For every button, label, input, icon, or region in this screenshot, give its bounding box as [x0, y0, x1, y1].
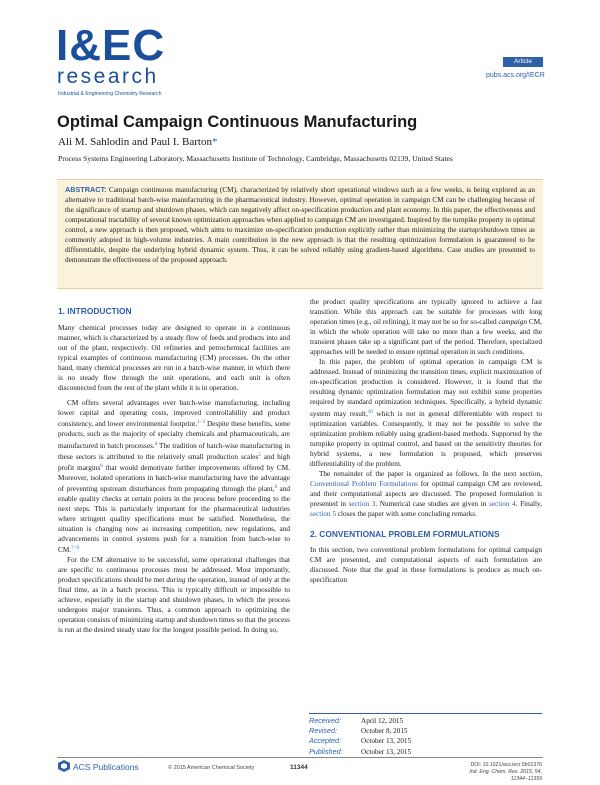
text-span: the product quality specifications are typically ignored to achieve a fast transition. While this approach can be suitable for processes with long operation times (e.g., oil refining), it may not be so for so-called [310, 298, 542, 327]
intro-paragraph-2 [58, 398, 290, 555]
intro-paragraph-5 [310, 357, 542, 469]
date-row [309, 716, 411, 726]
date-value: April 12, 2015 [361, 717, 404, 725]
date-row [309, 747, 411, 757]
doi-block [468, 762, 542, 783]
date-value: October 13, 2015 [361, 737, 412, 746]
page-number: 11344 [290, 764, 308, 771]
paper-title: Optimal Campaign Continuous Manufacturing [57, 113, 418, 131]
section-link[interactable]: section 3 [348, 499, 376, 508]
corresponding-author-mark[interactable]: * [212, 136, 218, 148]
citation-ref[interactable]: 1−3 [197, 420, 205, 426]
citation-ref[interactable]: 6 [100, 463, 103, 469]
article-badge: Article [503, 57, 543, 67]
text-span: that would demotivate further improvements offered by CM. Moreover, isolated operations in batch-wise manufacturing have the advantage of preventing upstream disturbances from propagating through the plant, [58, 463, 290, 493]
journal-logo: I&EC [56, 21, 166, 70]
journal-url[interactable]: pubs.acs.org/IECR [486, 72, 545, 79]
emphasis-text: campaign [498, 318, 528, 327]
dates-divider [309, 713, 542, 714]
authors-text: Ali M. Sahlodin and Paul I. Barton [58, 136, 212, 148]
text-span: and high profit margins [58, 452, 291, 472]
citation-text: Ind. Eng. Chem. Res. 2015, 54, 11344−11359 [469, 769, 542, 782]
section2-paragraph-1: In this section, two conventional problem formulations for optimal campaign CM are presented, and computational aspects of each formulation are discussed. Note that the goal in these formulations is produce as much on-specification [310, 546, 542, 585]
abstract-text: Campaign continuous manufacturing (CM), characterized by relatively short operational windows such as a few weeks, is being explored as an alternative to traditional batch-wise manufacturing in the pharmaceutical industry. However, optimal operation in campaign CM can be challenging because of the significance of startup and shutdown phases, which can negatively affect on-specification production and plant economy. In this paper, the effectiveness and computational tractability of several known optimization approaches when applied to campaign CM are investigated. Inspired by the turnpike property in optimal control, a new approach is then proposed, which aims to maximize on-specification production explicitly rather than minimizing the startup/shutdown times as commonly adopted in high-volume industries. A main contribution in the new approach is that the resulting optimization formulation is guaranteed to be differentiable, despite the underlying hybrid dynamic system. Thus, it can be solved reliably using gradient-based algorithms. Case studies are presented to demonstrate the effectiveness of the proposed approach. [65, 186, 536, 264]
doi-link[interactable]: DOI: 10.1021/acs.iecr.5b01376 [470, 762, 542, 768]
intro-paragraph-1: Many chemical processes today are designed to operate in a continuous manner, which is characterized by a steady flow of feeds and products into and out of the plant, respectively. Oil refineries and petrochemical facilities are typical examples of continuous manufacturing (CM) processes. On the other hand, many chemical processes are run in a batch-wise manner, in which there is no steady flow through the unit operations, and each unit is often disconnected from the rest of the plant while it is in operation. [58, 324, 290, 393]
abstract-label: ABSTRACT: [65, 185, 107, 194]
section-link[interactable]: Conventional Problem Formulations [310, 479, 418, 488]
publisher-name[interactable]: ACS Publications [73, 762, 139, 772]
citation-ref[interactable]: 7−9 [71, 545, 79, 551]
text-span: In this paper, the problem of optimal operation in campaign CM is addressed. Instead of minimizing the transition times, explicit maximization of on-specification production is considered. However, it is found that the resulting dynamic optimization formulation may not exhibit some properties required by standard optimization techniques. Specifically, a hybrid dynamic system may result, [310, 358, 542, 418]
text-span: the operation, instead of only at the final time, as in a batch process. This is typically difficult or impossible to achieve, especially in the startup and shutdown phases, in which the process undergoes major transients. Thus, a common approach to optimizing the operation consists of minimizing startup and shutdown times so that the process is run at the desired steady state for the longest possible period. In doing so, [58, 576, 290, 635]
body-column-left [58, 323, 290, 635]
citation-ref[interactable]: 10 [367, 409, 373, 415]
date-row [309, 736, 411, 746]
intro-paragraph-4 [310, 297, 542, 357]
affiliation: Process Systems Engineering Laboratory, Massachusetts Institute of Technology, Cambridge, Massachusetts 02139, United States [58, 154, 453, 163]
body-column-right [310, 297, 542, 585]
citation-ref[interactable]: 5 [258, 452, 261, 458]
date-value: October 8, 2015 [361, 727, 408, 736]
text-span: for optimal campaign CM are reviewed, and their computational aspects are discussed. The proposed formulation is presented in [310, 479, 542, 508]
intro-paragraph-3 [58, 555, 290, 635]
date-value: October 13, 2015 [361, 747, 412, 756]
acs-logo-icon [58, 760, 70, 772]
date-row [309, 726, 411, 736]
date-label: Revised: [309, 726, 337, 736]
emphasis-text: during [166, 576, 186, 585]
text-span: CM offers several advantages over batch-wise manufacturing, including lower capital and operating costs, improved controllability and product consistency, and lower environmental footprint. [58, 399, 290, 429]
section-link[interactable]: section 5 [310, 509, 336, 518]
author-list [58, 136, 218, 148]
journal-logo-subtitle: research [57, 65, 159, 88]
text-span: which is not in general differentiable with respect to optimization variables. Consequently, it may not be possible to solve the optimization problem reliably using gradient-based methods. Supported by the turnpike property in optimal control, and based on the sensitivity theories for hybrid systems, a new formulation is proposed, which preserves differentiability of the problem. [310, 409, 542, 468]
text-span: The remainder of the paper is organized as follows. In the next section, [319, 469, 542, 478]
text-span: . Numerical case studies are given in [375, 499, 489, 508]
text-span: The tradition of batch-wise manufacturing in these sectors is attributed to the relatively small production scales [58, 441, 290, 461]
text-span: Despite these benefits, some products, such as the majority of specialty chemicals and pharmaceuticals, are manufactured in batch processes. [58, 420, 291, 450]
journal-tagline: Industrial & Engineering Chemistry Research [58, 91, 162, 97]
copyright: © 2015 American Chemical Society [168, 765, 255, 771]
intro-paragraph-6 [310, 469, 542, 519]
date-label: Accepted: [309, 736, 341, 746]
date-label: Received: [309, 716, 341, 725]
section-heading-introduction: 1. INTRODUCTION [58, 306, 132, 316]
abstract-box [57, 179, 543, 289]
citation-ref[interactable]: 4 [154, 441, 158, 447]
text-span: For the CM alternative to be successful, some operational challenges that are specific to continuous processes must be addressed. Most importantly, product specifications should be met [58, 556, 290, 585]
article-history [309, 716, 411, 757]
footer-divider [57, 757, 543, 758]
section-heading-conventional: 2. CONVENTIONAL PROBLEM FORMULATIONS [310, 529, 500, 540]
text-span: closes the paper with some concluding remarks. [335, 509, 477, 518]
citation-ref[interactable]: 6 [274, 484, 277, 490]
date-label: Published: [309, 746, 343, 756]
text-span: CM, in which the whole operation will take no more than a few weeks, and the transient phases take up a significant part of the period. Therefore, specialized approaches will be needed to ensure optimal operation in such conditions. [310, 318, 542, 357]
section-link[interactable]: section 4 [488, 499, 516, 508]
text-span: and enable quality checks at certain points in the process before proceeding to the next steps. This is particularly important for the pharmaceutical industries where stringent quality specifications must be satisfied. Nonetheless, the situation is changing now as increasing competition, new regulations, and advancements in control systems push for a transition from batch-wise to CM. [58, 484, 290, 554]
text-span: . Finally, [515, 499, 543, 508]
